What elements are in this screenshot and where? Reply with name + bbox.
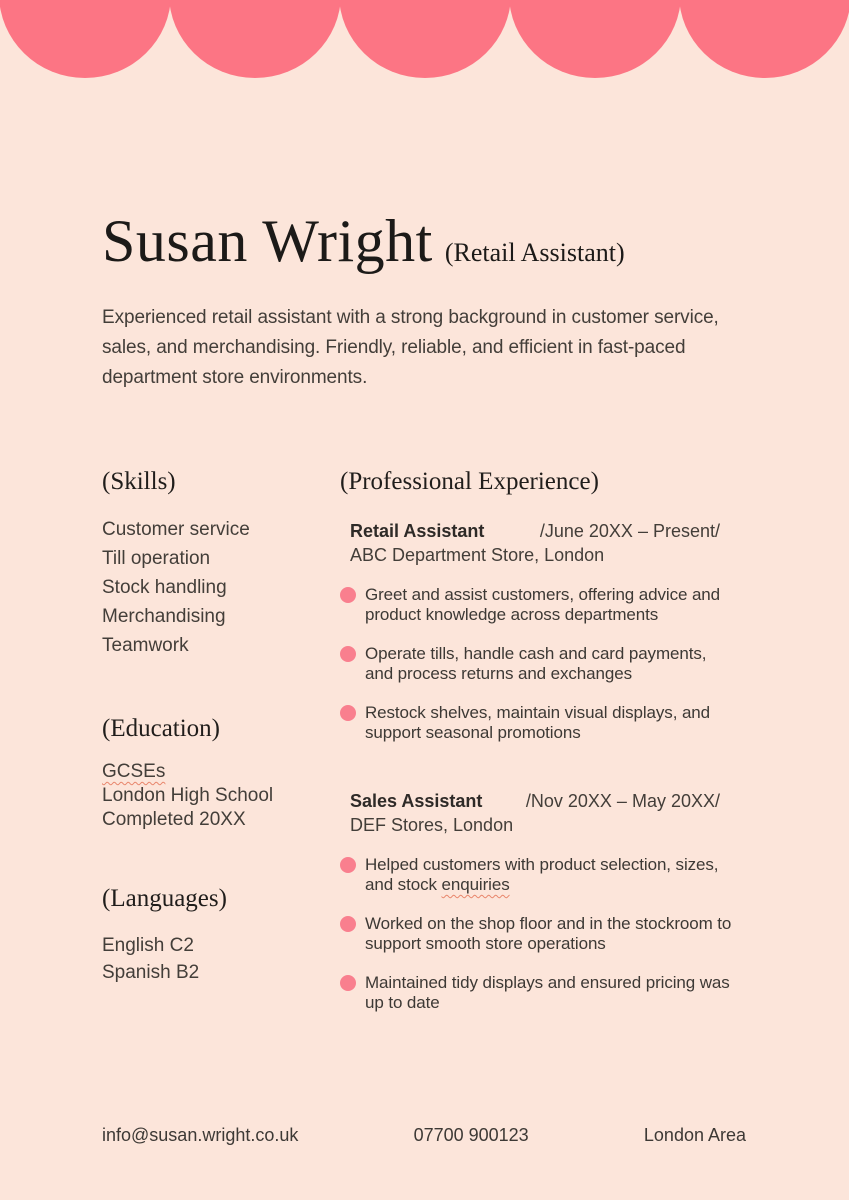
education-qualification bbox=[102, 760, 340, 784]
profile-summary: Experienced retail assistant with a strong background in customer service, sales, and merchandising. Friendly, reliable, and efficient in fast-paced department store environments. bbox=[102, 307, 719, 388]
job-bullet bbox=[340, 703, 746, 743]
job-bullet-text: Maintained tidy displays and ensured pricing was up to date bbox=[365, 973, 730, 1012]
contact-location: London Area bbox=[643, 1125, 746, 1145]
job-entry bbox=[340, 789, 746, 1013]
job-bullet-text bbox=[365, 855, 736, 895]
languages-section bbox=[102, 884, 340, 986]
skills-list bbox=[102, 515, 340, 660]
job-dates: /Nov 20XX – May 20XX/ bbox=[525, 791, 720, 811]
experience-column bbox=[340, 467, 746, 1032]
sidebar-column bbox=[102, 467, 340, 1032]
skill-item: Till operation bbox=[102, 548, 211, 569]
job-bullet-text: Restock shelves, maintain visual displays, and support seasonal promotions bbox=[365, 703, 711, 742]
job-bullet-list bbox=[340, 585, 746, 743]
languages-list bbox=[102, 932, 340, 986]
spellcheck-underlined-word: enquiries bbox=[441, 875, 510, 894]
contact-phone: 07700 900123 bbox=[413, 1125, 529, 1145]
bullet-dot-icon bbox=[340, 916, 356, 932]
skill-item: Stock handling bbox=[102, 577, 227, 598]
candidate-name: Susan Wright bbox=[102, 208, 433, 274]
education-section bbox=[102, 714, 340, 832]
languages-title: (Languages) bbox=[102, 885, 227, 912]
job-bullet-text: Operate tills, handle cash and card payments, and process returns and exchanges bbox=[365, 644, 707, 683]
job-bullet-text: Worked on the shop floor and in the stockroom to support smooth store operations bbox=[365, 914, 732, 953]
job-role: Retail Assistant bbox=[350, 521, 485, 541]
job-bullet-text: Greet and assist customers, offering advice and product knowledge across departments bbox=[365, 585, 721, 624]
two-column-layout bbox=[102, 467, 746, 1032]
job-bullet bbox=[340, 855, 746, 895]
spellcheck-underlined-word: GCSEs bbox=[102, 761, 166, 782]
header bbox=[102, 208, 746, 274]
job-company: ABC Department Store, London bbox=[350, 545, 605, 565]
education-title: (Education) bbox=[102, 715, 221, 742]
scallop-border-decoration bbox=[0, 0, 849, 85]
skill-item: Merchandising bbox=[102, 606, 226, 627]
job-bullet bbox=[340, 585, 746, 625]
skills-section bbox=[102, 467, 340, 660]
bullet-dot-icon bbox=[340, 705, 356, 721]
bullet-dot-icon bbox=[340, 857, 356, 873]
job-entry bbox=[340, 519, 746, 743]
job-bullet bbox=[340, 973, 746, 1013]
contact-footer bbox=[102, 1125, 746, 1146]
job-header bbox=[340, 789, 746, 813]
candidate-role: (Retail Assistant) bbox=[444, 238, 625, 267]
education-completed: Completed 20XX bbox=[102, 809, 246, 830]
skill-item: Customer service bbox=[102, 519, 250, 540]
language-item: Spanish B2 bbox=[102, 962, 200, 983]
education-school: London High School bbox=[102, 785, 274, 806]
bullet-dot-icon bbox=[340, 975, 356, 991]
skill-item: Teamwork bbox=[102, 635, 189, 656]
job-dates: /June 20XX – Present/ bbox=[539, 521, 720, 541]
resume-content bbox=[0, 208, 849, 1032]
job-role: Sales Assistant bbox=[350, 791, 483, 811]
job-bullet bbox=[340, 644, 746, 684]
bullet-dot-icon bbox=[340, 587, 356, 603]
bullet-dot-icon bbox=[340, 646, 356, 662]
language-item: English C2 bbox=[102, 935, 194, 956]
job-header bbox=[340, 519, 746, 543]
job-company: DEF Stores, London bbox=[350, 815, 514, 835]
job-bullet bbox=[340, 914, 746, 954]
job-bullet-list bbox=[340, 855, 746, 1013]
contact-email: info@susan.wright.co.uk bbox=[102, 1125, 299, 1145]
skills-title: (Skills) bbox=[102, 468, 176, 495]
education-entry bbox=[102, 760, 340, 832]
experience-title: (Professional Experience) bbox=[340, 468, 599, 495]
job-bullet-text-part: Helped customers with product selection, sizes, and stock bbox=[365, 855, 719, 894]
